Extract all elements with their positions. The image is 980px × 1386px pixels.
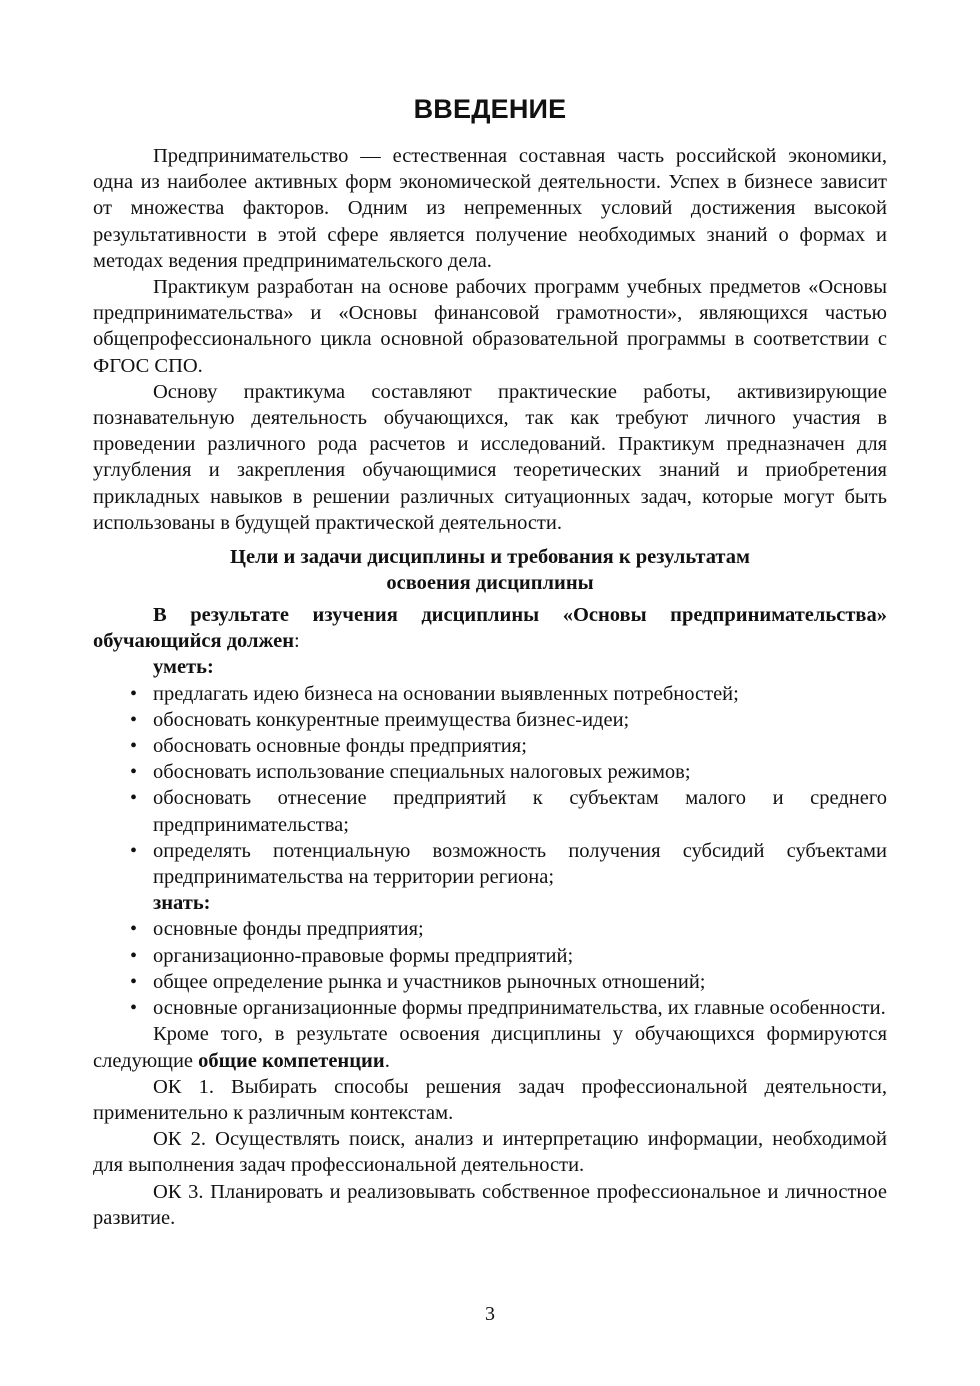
list-item-text: общее определение рынка и участников рыночных отношений;: [153, 970, 706, 993]
lead-tail-text: :: [294, 630, 300, 653]
list-item: [93, 733, 887, 759]
lead-bold-text: В результате изучения дисциплины «Основы предпринимательства» обучающийся должен: [93, 604, 887, 653]
list-item-text: предлагать идею бизнеса на основании выявленных потребностей;: [153, 682, 739, 705]
list-item-text: определять потенциальную возможность получения субсидий субъектами предпринимательства на территории региона;: [153, 839, 887, 889]
section-heading-line: Цели и задачи дисциплины и требования к результатам: [230, 546, 750, 569]
section-heading: [93, 544, 887, 596]
intro-paragraph: Предпринимательство — естественная составная часть российской экономики, одна из наиболее активных форм экономической деятельности. Успех в бизнесе зависит от множества факторов. Одним из непременных условий достижения высокой результативности в этой сфере является получение необходимых знаний о формах и методах ведения предпринимательского дела.: [93, 145, 887, 272]
page-content: [93, 92, 887, 1231]
competence-item: ОК 1. Выбирать способы решения задач профессиональной деятельности, применительно к различным контекстам.: [93, 1075, 887, 1124]
bullet-icon: •: [130, 787, 138, 810]
skills-label: уметь:: [153, 656, 214, 679]
bullet-icon: •: [130, 761, 138, 784]
bullet-icon: •: [130, 918, 138, 941]
list-item: [93, 707, 887, 733]
bullet-icon: •: [130, 682, 138, 705]
list-item: [93, 916, 887, 942]
bullet-icon: •: [130, 708, 138, 731]
list-item: [93, 943, 887, 969]
list-item-text: обосновать отнесение предприятий к субъектам малого и среднего предпринимательства;: [153, 787, 887, 836]
competence-intro-text: Кроме того, в результате освоения дисциплины у обучающихся формируются следующие: [93, 1023, 887, 1072]
competence-item: ОК 3. Планировать и реализовывать собственное профессиональное и личностное развитие.: [93, 1180, 887, 1229]
list-item-text: обосновать использование специальных налоговых режимов;: [153, 761, 691, 784]
intro-paragraph: Практикум разработан на основе рабочих программ учебных предметов «Основы предпринимательства» и «Основы финансовой грамотности», являющихся частью общепрофессионального цикла основной образовательной программы в соответствии с ФГОС СПО.: [93, 276, 887, 377]
skills-list: [93, 681, 887, 891]
list-item: [93, 838, 887, 890]
list-item-text: организационно-правовые формы предприятий;: [153, 944, 574, 967]
bullet-icon: •: [130, 839, 138, 862]
bullet-icon: •: [130, 997, 138, 1020]
intro-paragraph: Основу практикума составляют практические работы, активизирующие познавательную деятельность обучающихся, так как требуют личного участия в проведении различного рода расчетов и исследований. Практикум предназначен для углубления и закрепления обучающимися теоретических знаний и приобретения прикладных навыков в решении различных ситуационных задач, которые могут быть использованы в будущей практической деятельности.: [93, 380, 887, 534]
lead-paragraph: [93, 602, 887, 654]
list-item: [93, 969, 887, 995]
competence-bold-text: общие компетенции: [198, 1049, 385, 1072]
list-item-text: основные фонды предприятия;: [153, 918, 424, 941]
list-item-text: обосновать основные фонды предприятия;: [153, 735, 527, 758]
knowledge-list: [93, 916, 887, 1021]
bullet-icon: •: [130, 970, 138, 993]
list-item: [93, 759, 887, 785]
page-number: 3: [485, 1303, 495, 1325]
bullet-icon: •: [130, 944, 138, 967]
bullet-icon: •: [130, 735, 138, 758]
list-item-text: основные организационные формы предпринимательства, их главные особенности.: [153, 997, 886, 1020]
competence-end-text: .: [384, 1049, 390, 1072]
knowledge-label: знать:: [153, 892, 211, 915]
list-item: [93, 785, 887, 837]
competence-intro-paragraph: [93, 1021, 887, 1073]
section-heading-line: освоения дисциплины: [386, 572, 594, 595]
page-title: ВВЕДЕНИЕ: [413, 94, 567, 124]
list-item: [93, 995, 887, 1021]
list-item-text: обосновать конкурентные преимущества бизнес-идеи;: [153, 708, 630, 731]
list-item: [93, 681, 887, 707]
competence-item: ОК 2. Осуществлять поиск, анализ и интерпретацию информации, необходимой для выполнения задач профессиональной деятельности.: [93, 1128, 887, 1177]
